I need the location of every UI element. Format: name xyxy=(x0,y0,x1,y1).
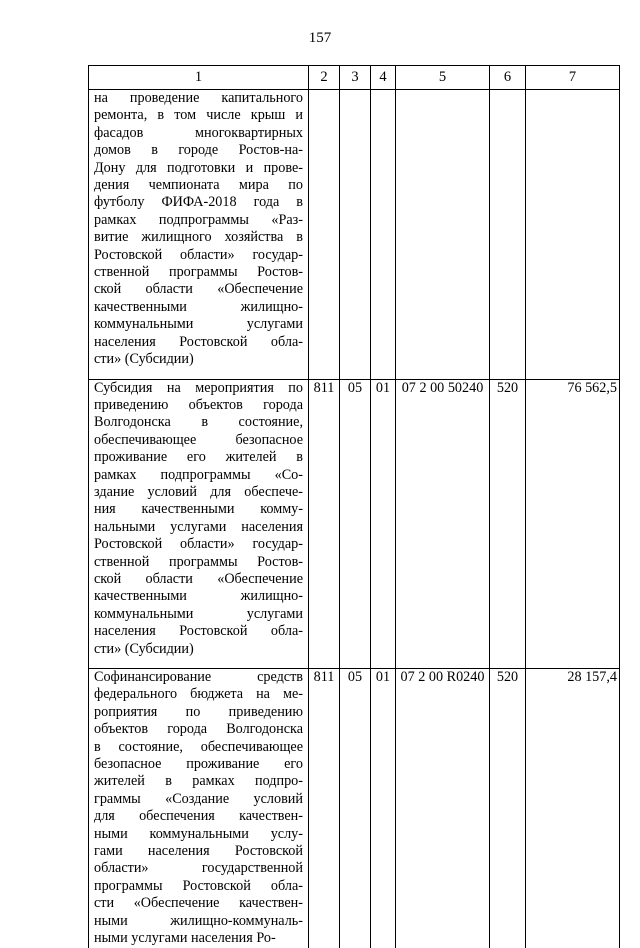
header-col-1: 1 xyxy=(89,66,309,90)
row-description xyxy=(89,90,309,380)
description-line: качественными жилищно- xyxy=(94,588,303,605)
description-line: объектов города Волгодонска xyxy=(94,721,303,738)
table-row xyxy=(89,669,620,948)
header-col-2: 2 xyxy=(309,66,340,90)
table-row xyxy=(89,90,620,380)
cell-expense-type: 520 xyxy=(490,379,526,669)
description-line: ния качественными комму- xyxy=(94,501,303,518)
description-line: ными коммунальными услу- xyxy=(94,825,303,842)
description-line: сти» (Субсидии) xyxy=(94,640,194,657)
description-line: Волгодонска в состояние, xyxy=(94,414,303,431)
description-line: здание условий для обеспече- xyxy=(94,483,303,500)
description-line: сти «Обеспечение качествен- xyxy=(94,895,303,912)
cell-section: 05 xyxy=(340,379,371,669)
header-row xyxy=(89,66,620,90)
cell-expense-type: 520 xyxy=(490,669,526,948)
description-line: ремонта, в том числе крыш и xyxy=(94,107,303,124)
cell-admin-code: 811 xyxy=(309,669,340,948)
description-line: витие жилищного хозяйства в xyxy=(94,229,303,246)
description-line: обеспечивающее безопасное xyxy=(94,431,303,448)
cell-target-article xyxy=(396,90,490,380)
cell-subsection: 01 xyxy=(371,669,396,948)
cell-target-article: 07 2 00 50240 xyxy=(396,379,490,669)
description-line: ской области «Обеспечение xyxy=(94,570,303,587)
description-line: коммунальными услугами xyxy=(94,605,303,622)
description-line: фасадов многоквартирных xyxy=(94,124,303,141)
description-line: проживание его жителей в xyxy=(94,449,303,466)
description-line: ственной программы Ростов- xyxy=(94,553,303,570)
description-line: области» государственной xyxy=(94,860,303,877)
description-line: для обеспечения качествен- xyxy=(94,808,303,825)
cell-amount xyxy=(526,90,620,380)
cell-target-article: 07 2 00 R0240 xyxy=(396,669,490,948)
description-line: ными жилищно-коммуналь- xyxy=(94,912,303,929)
description-line: безопасное проживание его xyxy=(94,756,303,773)
cell-expense-type xyxy=(490,90,526,380)
row-description xyxy=(89,379,309,669)
description-line: домов в городе Ростов-на- xyxy=(94,142,303,159)
description-line: гами населения Ростовской xyxy=(94,843,303,860)
description-line: нальными услугами населения xyxy=(94,518,303,535)
header-col-5: 5 xyxy=(396,66,490,90)
description-line: ской области «Обеспечение xyxy=(94,281,303,298)
cell-admin-code: 811 xyxy=(309,379,340,669)
description-line: ственной программы Ростов- xyxy=(94,264,303,281)
description-line: приведению объектов города xyxy=(94,396,303,413)
description-line: Ростовской области» государ- xyxy=(94,536,303,553)
description-line: Дону для подготовки и прове- xyxy=(94,159,303,176)
description-line: граммы «Создание условий xyxy=(94,790,303,807)
description-line: федерального бюджета на ме- xyxy=(94,686,303,703)
description-line: сти» (Субсидии) xyxy=(94,351,194,368)
header-col-6: 6 xyxy=(490,66,526,90)
description-line: Субсидия на мероприятия по xyxy=(94,379,303,396)
header-col-7: 7 xyxy=(526,66,620,90)
cell-section: 05 xyxy=(340,669,371,948)
description-line: ными услугами населения Ро- xyxy=(94,930,276,947)
cell-amount: 28 157,4 xyxy=(526,669,620,948)
header-col-3: 3 xyxy=(340,66,371,90)
description-line: рамках подпрограммы «Со- xyxy=(94,466,303,483)
description-line: роприятия по приведению xyxy=(94,703,303,720)
description-line: футболу ФИФА-2018 года в xyxy=(94,194,303,211)
header-col-4: 4 xyxy=(371,66,396,90)
table-row xyxy=(89,379,620,669)
description-line: в состояние, обеспечивающее xyxy=(94,738,303,755)
cell-amount: 76 562,5 xyxy=(526,379,620,669)
description-line: качественными жилищно- xyxy=(94,298,303,315)
page-number: 157 xyxy=(308,30,332,46)
cell-subsection: 01 xyxy=(371,379,396,669)
description-line: населения Ростовской обла- xyxy=(94,623,303,640)
description-line: дения чемпионата мира по xyxy=(94,177,303,194)
description-line: на проведение капитального xyxy=(94,90,303,106)
description-line: жителей в рамках подпро- xyxy=(94,773,303,790)
description-line: населения Ростовской обла- xyxy=(94,333,303,350)
cell-subsection xyxy=(371,90,396,380)
row-description xyxy=(89,669,309,948)
description-line: программы Ростовской обла- xyxy=(94,877,303,894)
cell-section xyxy=(340,90,371,380)
description-line: Софинансирование средств xyxy=(94,669,303,685)
description-line: коммунальными услугами xyxy=(94,316,303,333)
description-line: рамках подпрограммы «Раз- xyxy=(94,211,303,228)
budget-table xyxy=(88,65,620,948)
description-line: Ростовской области» государ- xyxy=(94,246,303,263)
cell-admin-code xyxy=(309,90,340,380)
